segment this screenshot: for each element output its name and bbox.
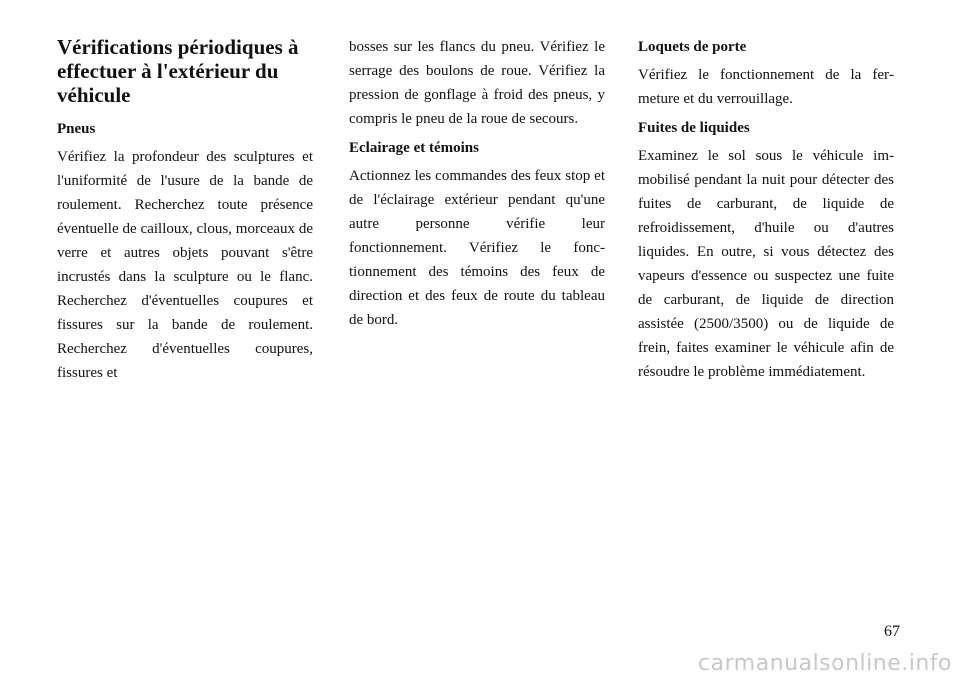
tires-paragraph: Vérifiez la profondeur des sculptures et l'uniformité de l'usure de la bande de roulement. Recherchez toute présence éventuelle de cailloux, clous, morceaux de verre et autres objets pouvant s'être incrustés dans la sculpture ou le flanc. Recherchez d'éventuelles coupures et fissures sur la bande de roulement. Recherchez d'éventuelles coupures, fissures et [57, 149, 313, 381]
column-1 [57, 35, 313, 390]
page-number: 67 [884, 623, 900, 640]
fluid-leaks-paragraph: Examinez le sol sous le véhicule immobilisé pendant la nuit pour détecter des fuites de carburant, de liquide de refroidissement, d'huile ou d'autres liquides. En outre, si vous détectez des vapeurs d'essence ou suspectez une fuite de carburant, de liquide de direction assistée (2500/3500) ou de liquide de frein, faites examiner le véhicule afin de résoudre le problème immédiatement. [638, 148, 894, 380]
column-3 [638, 35, 894, 389]
section-title: Vérifications périodiques à effectuer à l'extérieur du véhicule [57, 35, 299, 107]
tires-heading: Pneus [57, 121, 96, 137]
tires-paragraph-continued: bosses sur les flancs du pneu. Vérifiez le serrage des boulons de roue. Vérifiez la pression de gonflage à froid des pneus, y compris le pneu de la roue de secours. [349, 39, 605, 127]
watermark: carmanualsonline.info [698, 651, 952, 676]
door-latches-paragraph: Vérifiez le fonctionnement de la fermeture et du verrouillage. [638, 67, 894, 107]
lights-heading: Eclairage et témoins [349, 140, 479, 156]
column-2 [349, 35, 605, 337]
lights-paragraph: Actionnez les commandes des feux stop et de l'éclairage extérieur pendant qu'une autre personne vérifie leur fonctionnement. Vérifiez le fonctionnement des témoins des feux de direction et des feux de route du tableau de bord. [349, 168, 605, 328]
door-latches-heading: Loquets de porte [638, 39, 747, 55]
fluid-leaks-heading: Fuites de liquides [638, 120, 750, 136]
